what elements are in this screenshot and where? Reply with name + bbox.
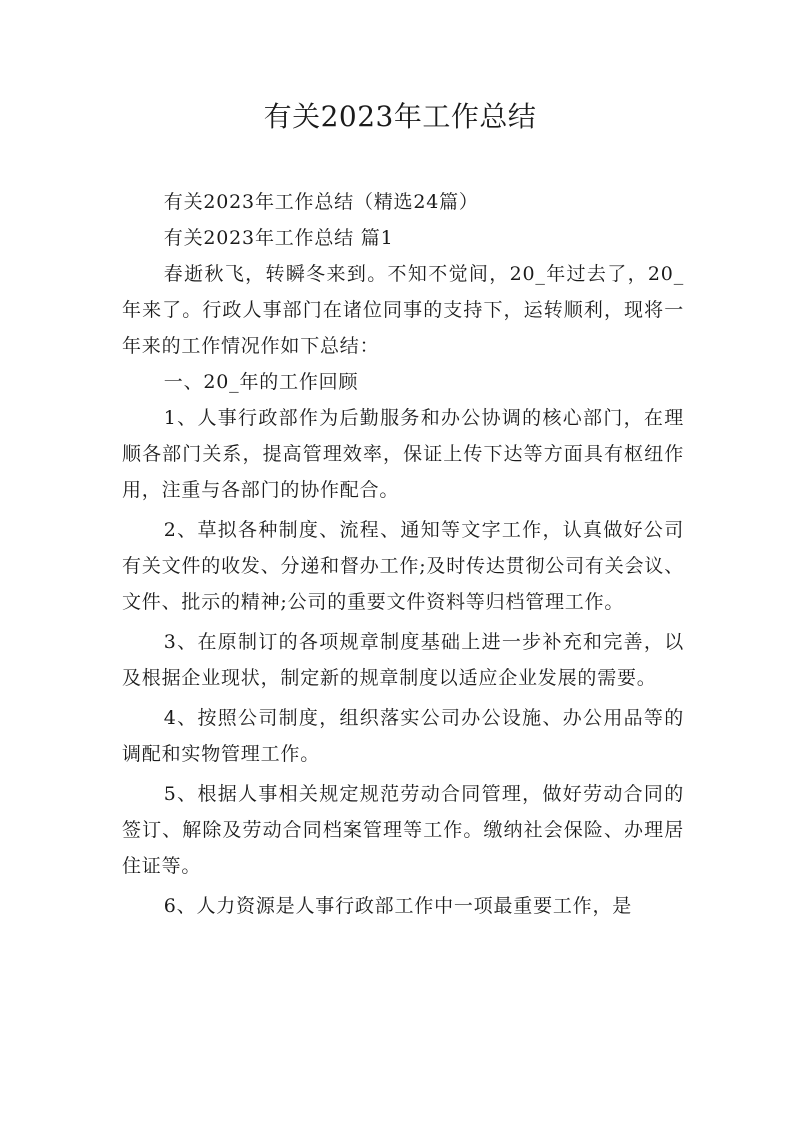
intro-paragraph: 春逝秋飞，转瞬冬来到。不知不觉间，20_年过去了，20_年来了。行政人事部门在诸位同事的支持下，运转顺利，现将一年来的工作情况作如下总结： bbox=[122, 263, 684, 357]
review-heading: 一、20_年的工作回顾 bbox=[163, 371, 359, 393]
list-item-3: 3、在原制订的各项规章制度基础上进一步补充和完善，以及根据企业现状，制定新的规章制度以适应企业发展的需要。 bbox=[122, 631, 684, 689]
document-title: 有关2023年工作总结 bbox=[263, 100, 537, 133]
list-item-2: 2、草拟各种制度、流程、通知等文字工作，认真做好公司有关文件的收发、分递和督办工作;及时传达贯彻公司有关会议、文件、批示的精神;公司的重要文件资料等归档管理工作。 bbox=[122, 519, 684, 613]
list-item-1: 1、人事行政部作为后勤服务和办公协调的核心部门，在理顺各部门关系，提高管理效率，保证上传下达等方面具有枢纽作用，注重与各部门的协作配合。 bbox=[122, 407, 684, 501]
subtitle-paragraph: 有关2023年工作总结（精选24篇） bbox=[163, 191, 479, 213]
document-body bbox=[122, 184, 684, 928]
list-item-4: 4、按照公司制度，组织落实公司办公设施、办公用品等的调配和实物管理工作。 bbox=[122, 707, 684, 765]
list-item-6: 6、人力资源是人事行政部工作中一项最重要工作，是 bbox=[163, 895, 633, 917]
list-item-5: 5、根据人事相关规定规范劳动合同管理，做好劳动合同的签订、解除及劳动合同档案管理等工作。缴纳社会保险、办理居住证等。 bbox=[122, 783, 684, 877]
section-heading: 有关2023年工作总结 篇1 bbox=[163, 227, 394, 249]
